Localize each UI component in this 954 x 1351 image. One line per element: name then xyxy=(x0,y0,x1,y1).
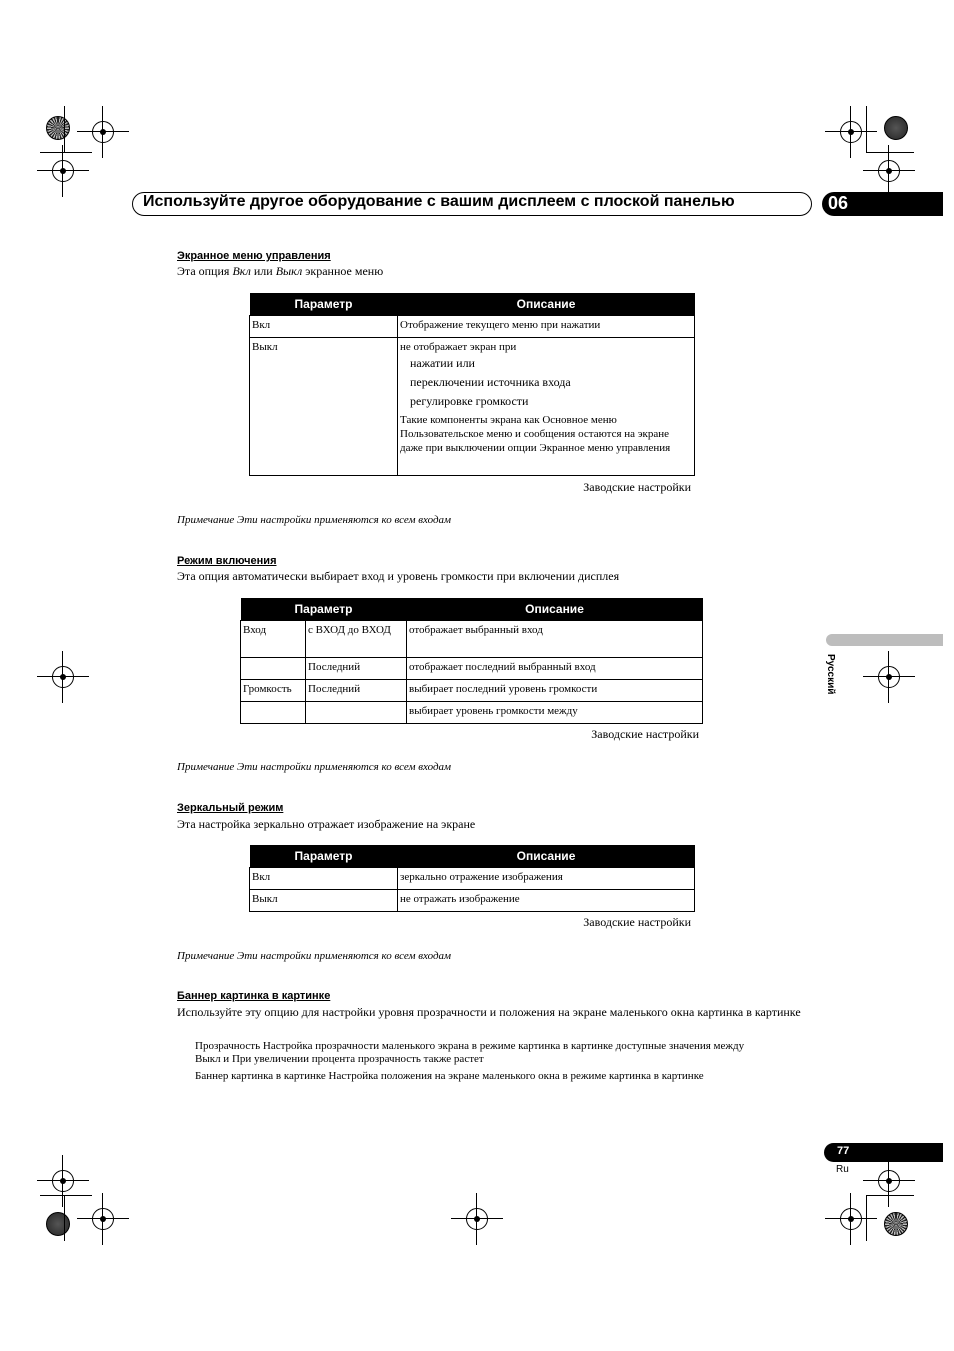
cell-value: Последний xyxy=(306,658,407,680)
cell-value: с ВХОД до ВХОД xyxy=(306,621,407,658)
pip-banner-position-line: Баннер картинка в картинке Настройка положения на экране маленького окна в режиме картинка в картинке xyxy=(195,1070,704,1082)
crop-line xyxy=(866,1195,867,1241)
table-row xyxy=(250,868,695,890)
page-title: Используйте другое оборудование с вашим дисплеем с плоской панелью xyxy=(143,193,735,210)
crosshair-icon xyxy=(52,1170,74,1192)
section-heading-osd: Экранное меню управления xyxy=(177,250,331,262)
crosshair-icon xyxy=(840,1208,862,1230)
registration-disc-bottom-left xyxy=(46,1212,70,1236)
cell-desc: не отражать изображение xyxy=(398,890,695,912)
section-heading-pip: Баннер картинка в картинке xyxy=(177,990,331,1002)
cell-param: Вход xyxy=(241,621,306,658)
cell-desc: зеркально отражение изображения xyxy=(398,868,695,890)
section-intro-power-on: Эта опция автоматически выбирает вход и уровень громкости при включении дисплея xyxy=(177,569,620,583)
note-text: Примечание Эти настройки применяются ко всем входам xyxy=(177,761,452,773)
page-number: 77 xyxy=(837,1145,850,1157)
cell-param: Выкл xyxy=(250,890,398,912)
section-heading-power-on: Режим включения xyxy=(177,555,277,567)
column-header-param: Параметр xyxy=(250,293,398,316)
table-row xyxy=(250,890,695,912)
crosshair-icon xyxy=(878,1170,900,1192)
power-on-table xyxy=(240,598,703,724)
cell-desc: не отображает экран при нажатии или переключении источника входа регулировке громкости Такие компоненты экрана как Основное меню Пользовательское меню и сообщения остаются на экране даже при выключении опции Экранное меню управления xyxy=(398,338,695,476)
column-header-desc: Описание xyxy=(407,598,703,621)
column-header-desc: Описание xyxy=(398,293,695,316)
cell-value: Последний xyxy=(306,680,407,702)
cell-desc: отображает последний выбранный вход xyxy=(407,658,703,680)
section-intro-mirror: Эта настройка зеркально отражает изображение на экране xyxy=(177,817,476,831)
pip-transparency-line-2: Выкл и При увеличении процента прозрачность также растет xyxy=(195,1053,484,1065)
cell-desc: выбирает уровень громкости между xyxy=(407,702,703,724)
crop-line xyxy=(866,1195,914,1196)
crosshair-icon xyxy=(52,666,74,688)
registration-disc-bottom-right xyxy=(884,1212,908,1236)
crop-line xyxy=(64,1195,65,1241)
cell-param xyxy=(241,702,306,724)
cell-param: Выкл xyxy=(250,338,398,476)
chapter-number: 06 xyxy=(828,193,849,213)
factory-settings-label: Заводские настройки xyxy=(583,915,691,929)
factory-settings-label: Заводские настройки xyxy=(591,727,699,741)
table-row xyxy=(241,658,703,680)
language-side-label: Русский xyxy=(825,654,836,695)
page-language-code: Ru xyxy=(836,1164,849,1175)
cell-desc: Отображение текущего меню при нажатии xyxy=(398,316,695,338)
cell-param: Громкость xyxy=(241,680,306,702)
cell-desc: выбирает последний уровень громкости xyxy=(407,680,703,702)
factory-settings-label: Заводские настройки xyxy=(583,480,691,494)
language-side-tab xyxy=(826,634,943,646)
section-heading-mirror: Зеркальный режим xyxy=(177,802,284,814)
section-intro-osd: Эта опция Вкл или Выкл экранное меню xyxy=(177,264,384,278)
mirror-table xyxy=(249,845,695,912)
osd-table xyxy=(249,293,695,476)
cell-desc: отображает выбранный вход xyxy=(407,621,703,658)
crop-line xyxy=(64,106,65,152)
pip-transparency-line: Прозрачность Настройка прозрачности маленького экрана в режиме картинка в картинке доступные значения между xyxy=(195,1040,745,1052)
crosshair-icon xyxy=(840,121,862,143)
registration-disc-top-left xyxy=(46,116,70,140)
crosshair-icon xyxy=(92,121,114,143)
crosshair-icon xyxy=(92,1208,114,1230)
column-header-param: Параметр xyxy=(241,598,407,621)
cell-param xyxy=(241,658,306,680)
cell-value xyxy=(306,702,407,724)
column-header-param: Параметр xyxy=(250,845,398,868)
section-intro-pip: Используйте эту опцию для настройки уровня прозрачности и положения на экране маленького окна картинка в картинке xyxy=(177,1005,801,1019)
crop-line xyxy=(866,152,914,153)
crop-line xyxy=(866,106,867,152)
registration-disc-top-right xyxy=(884,116,908,140)
table-row xyxy=(241,680,703,702)
table-row xyxy=(241,621,703,658)
table-row xyxy=(250,316,695,338)
cell-param: Вкл xyxy=(250,868,398,890)
table-row xyxy=(250,338,695,476)
note-text: Примечание Эти настройки применяются ко всем входам xyxy=(177,514,452,526)
crosshair-icon xyxy=(878,160,900,182)
column-header-desc: Описание xyxy=(398,845,695,868)
note-text: Примечание Эти настройки применяются ко всем входам xyxy=(177,950,452,962)
crop-line xyxy=(40,1195,92,1196)
table-row xyxy=(241,702,703,724)
crosshair-icon xyxy=(466,1208,488,1230)
crop-line xyxy=(40,152,92,153)
cell-param: Вкл xyxy=(250,316,398,338)
crosshair-icon xyxy=(52,160,74,182)
crosshair-icon xyxy=(878,666,900,688)
